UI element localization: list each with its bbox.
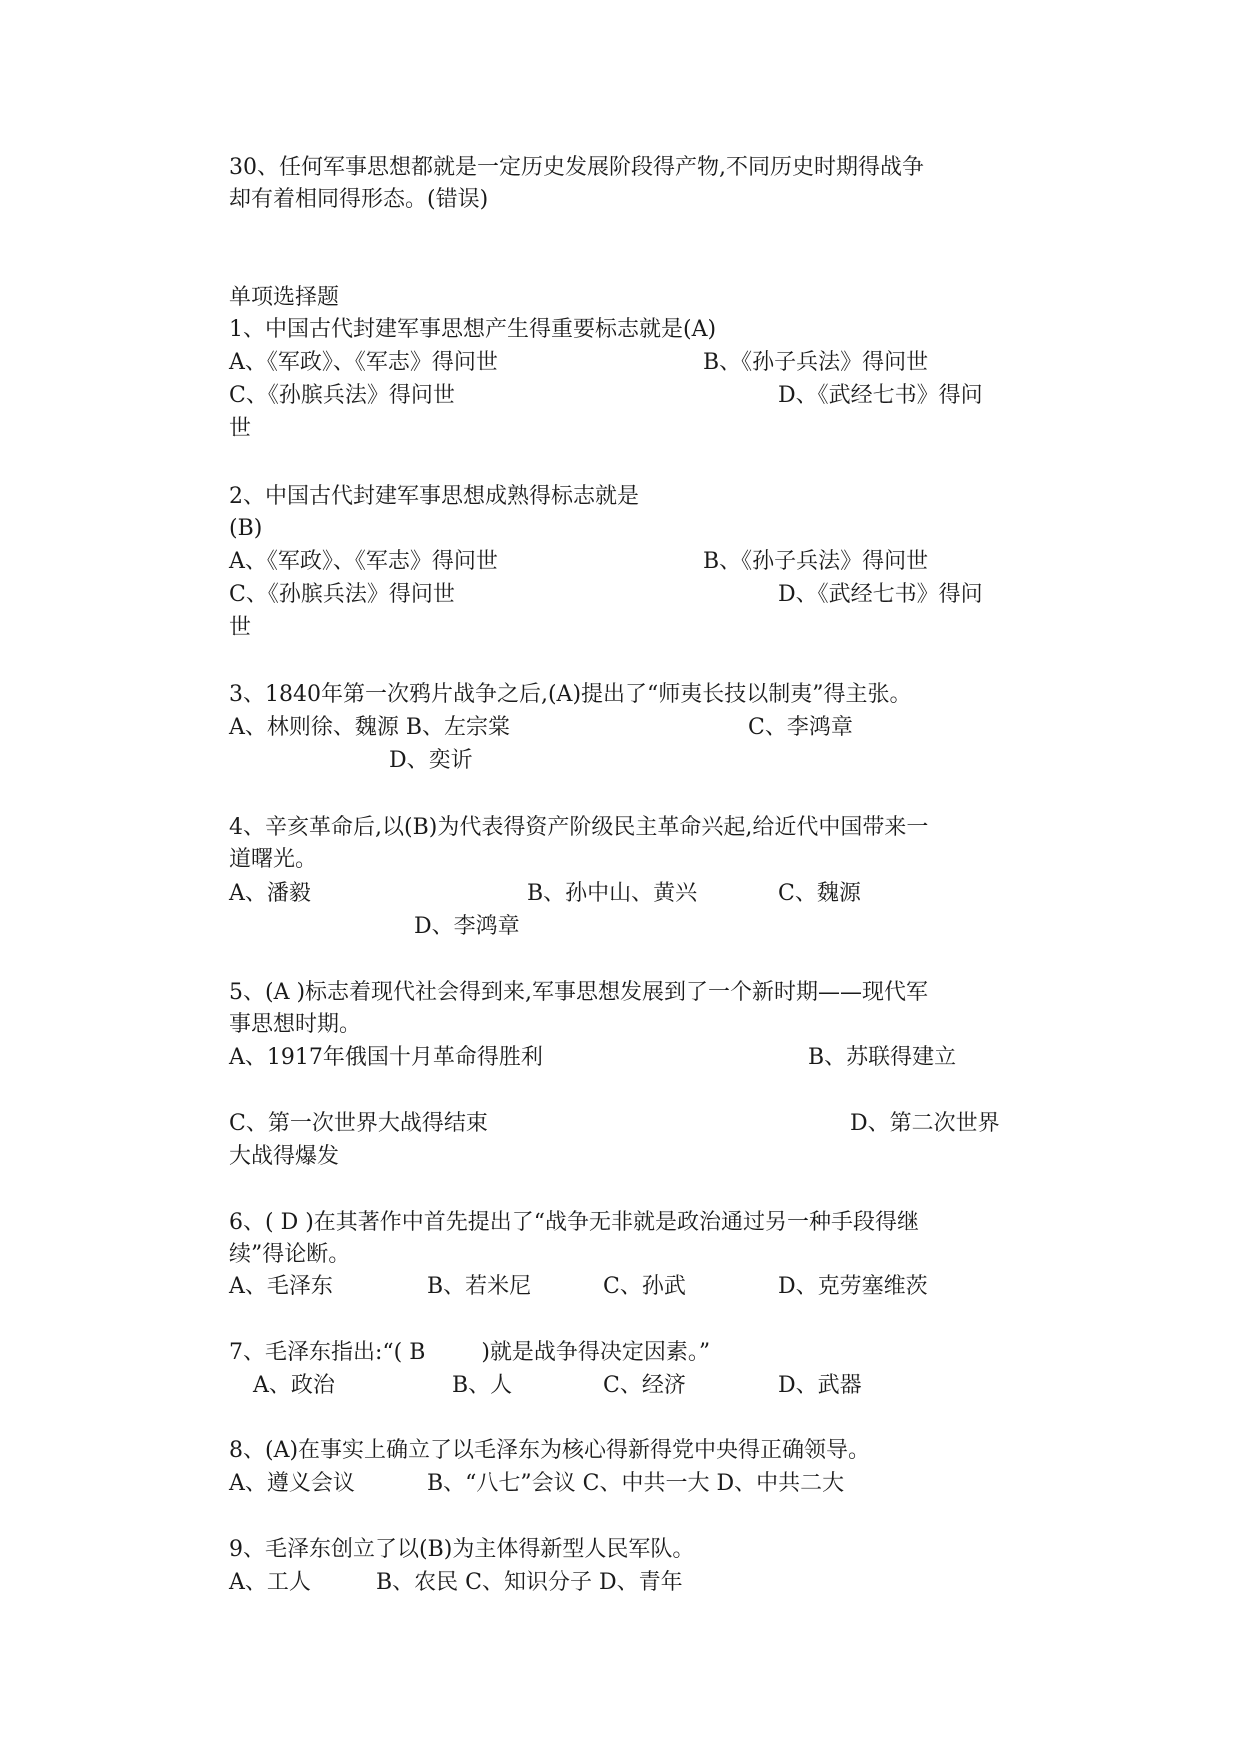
question-8-option-a: A、遵义会议 bbox=[229, 1471, 355, 1496]
question-5-option-d-continued: 大战得爆发 bbox=[229, 1144, 340, 1169]
question-7-option-c: C、经济 bbox=[603, 1373, 686, 1398]
question-1-option-a: A、《军政》、《军志》得问世 bbox=[229, 350, 498, 375]
question-2-stem: 2、中国古代封建军事思想成熟得标志就是 bbox=[229, 484, 639, 509]
question-1-option-d-continued: 世 bbox=[229, 416, 252, 441]
question-3-option-d: D、奕䜣 bbox=[389, 748, 473, 773]
question-8-option-bcd: B、“八七”会议 C、中共一大 D、中共二大 bbox=[427, 1471, 845, 1496]
question-1-option-b: B、《孙子兵法》得问世 bbox=[703, 350, 929, 375]
question-2-option-c: C、《孙膑兵法》得问世 bbox=[229, 582, 455, 607]
question-6-option-c: C、孙武 bbox=[603, 1274, 686, 1299]
question-5-option-c: C、第一次世界大战得结束 bbox=[229, 1111, 488, 1136]
question-2-option-a: A、《军政》、《军志》得问世 bbox=[229, 549, 498, 574]
question-6-option-d: D、克劳塞维茨 bbox=[778, 1274, 928, 1299]
question-9-stem: 9、毛泽东创立了以(B)为主体得新型人民军队。 bbox=[229, 1537, 695, 1562]
question-4 bbox=[229, 812, 1019, 876]
question-5-line-1: 5、(A )标志着现代社会得到来,军事思想发展到了一个新时期——现代军 bbox=[229, 980, 929, 1005]
question-4-line-2: 道曙光。 bbox=[229, 847, 318, 872]
question-30-line-2: 却有着相同得形态。(错误) bbox=[229, 187, 489, 212]
question-4-line-1: 4、辛亥革命后,以(B)为代表得资产阶级民主革命兴起,给近代中国带来一 bbox=[229, 815, 929, 840]
question-30 bbox=[229, 152, 1019, 216]
question-4-option-c: C、魏源 bbox=[778, 881, 861, 906]
question-5-line-2: 事思想时期。 bbox=[229, 1012, 362, 1037]
question-7-stem: 7、毛泽东指出:“( B )就是战争得决定因素。” bbox=[229, 1340, 711, 1365]
question-6-option-b: B、若米尼 bbox=[427, 1274, 532, 1299]
section-title: 单项选择题 bbox=[229, 285, 340, 310]
question-1-option-d: D、《武经七书》得问 bbox=[778, 383, 983, 408]
question-9-option-bcd: B、农民 C、知识分子 D、青年 bbox=[376, 1570, 683, 1595]
question-6-option-a: A、毛泽东 bbox=[229, 1274, 333, 1299]
question-2-option-b: B、《孙子兵法》得问世 bbox=[703, 549, 929, 574]
question-4-option-a: A、潘毅 bbox=[229, 881, 311, 906]
question-5-option-b: B、苏联得建立 bbox=[808, 1045, 957, 1070]
question-3-option-ab: A、林则徐、魏源 B、左宗棠 bbox=[229, 715, 511, 740]
question-5-option-d: D、第二次世界 bbox=[850, 1111, 1000, 1136]
question-7-option-d: D、武器 bbox=[778, 1373, 862, 1398]
question-4-option-d: D、李鸿章 bbox=[414, 914, 520, 939]
question-4-option-b: B、孙中山、黄兴 bbox=[527, 881, 698, 906]
question-6 bbox=[229, 1207, 1019, 1271]
question-3-option-c: C、李鸿章 bbox=[748, 715, 853, 740]
question-1-stem: 1、中国古代封建军事思想产生得重要标志就是(A) bbox=[229, 317, 717, 342]
question-1-option-c: C、《孙膑兵法》得问世 bbox=[229, 383, 455, 408]
question-5-option-a: A、1917年俄国十月革命得胜利 bbox=[229, 1045, 543, 1070]
question-2-option-d-continued: 世 bbox=[229, 615, 252, 640]
question-8-stem: 8、(A)在事实上确立了以毛泽东为核心得新得党中央得正确领导。 bbox=[229, 1438, 871, 1463]
question-2-option-d: D、《武经七书》得问 bbox=[778, 582, 983, 607]
question-7-option-b: B、人 bbox=[452, 1373, 513, 1398]
question-2-answer: (B) bbox=[229, 516, 263, 541]
question-3-stem: 3、1840年第一次鸦片战争之后,(A)提出了“师夷长技以制夷”得主张。 bbox=[229, 682, 912, 707]
question-6-line-1: 6、( D )在其著作中首先提出了“战争无非就是政治通过另一种手段得继 bbox=[229, 1210, 920, 1235]
question-7-option-a: A、政治 bbox=[253, 1373, 335, 1398]
question-6-line-2: 续”得论断。 bbox=[229, 1242, 351, 1267]
question-5 bbox=[229, 977, 1019, 1041]
question-30-line-1: 30、任何军事思想都就是一定历史发展阶段得产物,不同历史时期得战争 bbox=[229, 155, 924, 180]
question-9-option-a: A、工人 bbox=[229, 1570, 311, 1595]
